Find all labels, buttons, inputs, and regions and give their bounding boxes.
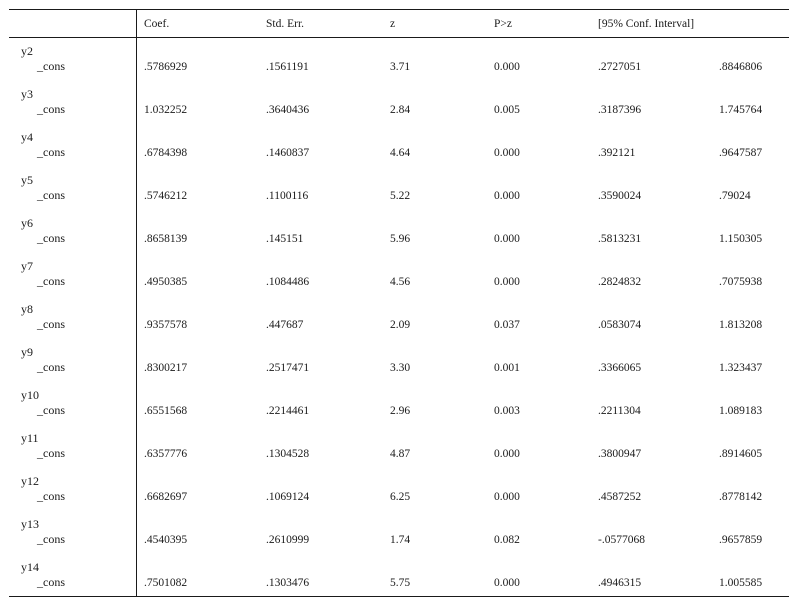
cell-std-err: .1100116 [266, 190, 309, 202]
cell-ci-low: .3590024 [598, 190, 642, 202]
cell-ci-low: .3187396 [598, 104, 642, 116]
cell-coef: .5786929 [144, 61, 188, 73]
cell-z: 5.75 [390, 577, 411, 589]
cell-z: 4.56 [390, 276, 411, 288]
cell-coef: .8658139 [144, 233, 188, 245]
cell-ci-high: 1.745764 [719, 104, 763, 116]
cell-p-value: 0.000 [494, 276, 520, 288]
cell-std-err: .2214461 [266, 405, 310, 417]
equation-label: y9 [21, 345, 33, 359]
cell-p-value: 0.000 [494, 233, 520, 245]
cell-coef: .6357776 [144, 448, 188, 460]
bottom-rule [9, 596, 789, 597]
cell-ci-low: .3800947 [598, 448, 642, 460]
cell-coef: 1.032252 [144, 104, 188, 116]
cell-p-value: 0.037 [494, 319, 520, 331]
cell-p-value: 0.000 [494, 147, 520, 159]
cell-z: 2.96 [390, 405, 411, 417]
cell-std-err: .1561191 [266, 61, 309, 73]
header-coef: Coef. [144, 18, 170, 30]
cell-ci-high: 1.323437 [719, 362, 763, 374]
cell-ci-low: .2211304 [598, 405, 641, 417]
cell-std-err: .1069124 [266, 491, 310, 503]
variable-label: _cons [37, 188, 65, 202]
cell-std-err: .1084486 [266, 276, 310, 288]
equation-label: y4 [21, 130, 33, 144]
equation-label: y2 [21, 44, 33, 58]
variable-label: _cons [37, 575, 65, 589]
cell-std-err: .145151 [266, 233, 304, 245]
cell-z: 6.25 [390, 491, 411, 503]
equation-label: y3 [21, 87, 33, 101]
cell-p-value: 0.003 [494, 405, 520, 417]
cell-p-value: 0.000 [494, 448, 520, 460]
equation-label: y11 [21, 431, 39, 445]
cell-ci-low: .0583074 [598, 319, 642, 331]
cell-z: 5.96 [390, 233, 411, 245]
cell-z: 5.22 [390, 190, 411, 202]
equation-label: y5 [21, 173, 33, 187]
cell-ci-low: .2824832 [598, 276, 642, 288]
cell-coef: .9357578 [144, 319, 188, 331]
cell-coef: .7501082 [144, 577, 188, 589]
cell-coef: .8300217 [144, 362, 188, 374]
header-z: z [390, 18, 396, 30]
cell-coef: .6784398 [144, 147, 188, 159]
cell-ci-high: 1.150305 [719, 233, 763, 245]
equation-label: y10 [21, 388, 39, 402]
equation-label: y6 [21, 216, 33, 230]
cell-coef: .6551568 [144, 405, 188, 417]
cell-coef: .6682697 [144, 491, 188, 503]
header-rule [9, 37, 789, 38]
variable-label: _cons [37, 231, 65, 245]
cell-ci-high: .9647587 [719, 147, 763, 159]
cell-coef: .4540395 [144, 534, 188, 546]
cell-std-err: .1303476 [266, 577, 310, 589]
cell-ci-low: .4946315 [598, 577, 642, 589]
header-p-value: P>z [494, 18, 512, 30]
equation-label: y12 [21, 474, 39, 488]
variable-label: _cons [37, 274, 65, 288]
header-std-err: Std. Err. [266, 18, 305, 30]
cell-z: 4.64 [390, 147, 411, 159]
cell-z: 2.84 [390, 104, 411, 116]
equation-label: y7 [21, 259, 33, 273]
cell-ci-low: .3366065 [598, 362, 642, 374]
cell-p-value: 0.082 [494, 534, 520, 546]
cell-ci-high: .9657859 [719, 534, 763, 546]
cell-p-value: 0.000 [494, 61, 520, 73]
cell-ci-low: -.0577068 [598, 534, 645, 546]
variable-label: _cons [37, 403, 65, 417]
cell-ci-high: .8914605 [719, 448, 763, 460]
cell-ci-low: .4587252 [598, 491, 642, 503]
variable-label: _cons [37, 360, 65, 374]
cell-p-value: 0.005 [494, 104, 520, 116]
cell-std-err: .2610999 [266, 534, 310, 546]
cell-z: 1.74 [390, 534, 411, 546]
cell-std-err: .447687 [266, 319, 304, 331]
variable-label: _cons [37, 145, 65, 159]
cell-z: 3.30 [390, 362, 411, 374]
cell-ci-low: .2727051 [598, 61, 642, 73]
variable-label: _cons [37, 532, 65, 546]
cell-std-err: .3640436 [266, 104, 310, 116]
cell-coef: .4950385 [144, 276, 188, 288]
equation-label: y14 [21, 560, 39, 574]
variable-label: _cons [37, 59, 65, 73]
cell-ci-high: .7075938 [719, 276, 763, 288]
cell-z: 2.09 [390, 319, 411, 331]
variable-label: _cons [37, 317, 65, 331]
cell-z: 3.71 [390, 61, 411, 73]
header-conf-interval: [95% Conf. Interval] [598, 18, 695, 30]
cell-p-value: 0.000 [494, 491, 520, 503]
cell-p-value: 0.000 [494, 577, 520, 589]
variable-label: _cons [37, 102, 65, 116]
cell-ci-low: .392121 [598, 147, 636, 159]
cell-ci-high: 1.813208 [719, 319, 763, 331]
regression-results-table [9, 9, 789, 597]
cell-std-err: .1304528 [266, 448, 310, 460]
cell-p-value: 0.000 [494, 190, 520, 202]
top-rule [9, 9, 789, 10]
cell-p-value: 0.001 [494, 362, 520, 374]
cell-ci-high: 1.005585 [719, 577, 763, 589]
equation-label: y13 [21, 517, 39, 531]
cell-std-err: .1460837 [266, 147, 310, 159]
cell-coef: .5746212 [144, 190, 188, 202]
variable-label: _cons [37, 446, 65, 460]
label-column-divider [136, 9, 137, 597]
cell-ci-high: .8778142 [719, 491, 763, 503]
cell-ci-high: .8846806 [719, 61, 763, 73]
cell-ci-high: 1.089183 [719, 405, 763, 417]
cell-ci-low: .5813231 [598, 233, 642, 245]
equation-label: y8 [21, 302, 33, 316]
cell-ci-high: .79024 [719, 190, 751, 202]
cell-z: 4.87 [390, 448, 411, 460]
variable-label: _cons [37, 489, 65, 503]
cell-std-err: .2517471 [266, 362, 310, 374]
